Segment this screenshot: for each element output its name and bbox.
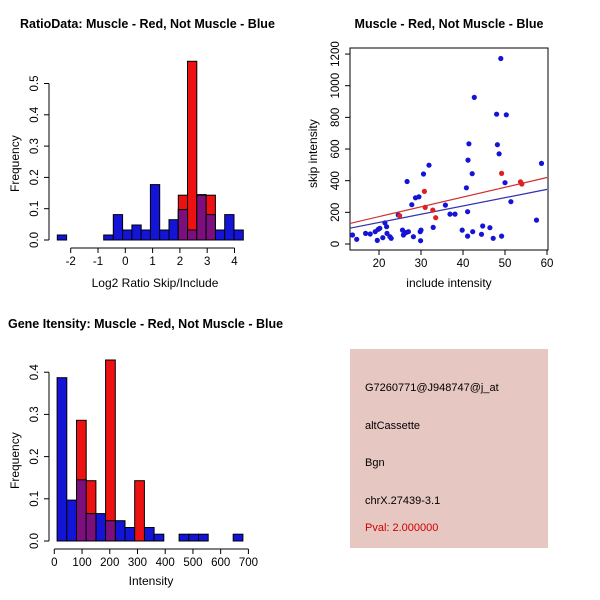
info-panel — [350, 349, 548, 548]
scatter-point-not-muscle — [502, 180, 507, 185]
scatter-point-not-muscle — [418, 238, 423, 243]
scatter-ylabel: skip intensity — [306, 119, 320, 188]
scatter-point-not-muscle — [411, 234, 416, 239]
hist-bar-not-muscle — [150, 185, 159, 240]
info-line-0: G7260771@J948747@j_at — [365, 382, 499, 394]
y-tick-label: 800 — [330, 107, 342, 127]
scatter-point-not-muscle — [470, 171, 475, 176]
x-tick-label: 4 — [231, 256, 238, 268]
hist-bar-not-muscle — [154, 534, 164, 541]
ratio-hist-ylabel: Frequency — [8, 135, 22, 192]
hist-bar-overlap — [197, 195, 206, 240]
x-tick-label: 1 — [149, 256, 156, 268]
hist-bar-not-muscle — [234, 230, 243, 240]
scatter-point-not-muscle — [384, 224, 389, 229]
y-tick-label: 0.1 — [29, 490, 41, 507]
scatter-point-not-muscle — [472, 95, 477, 100]
y-tick-label: 0.5 — [29, 75, 41, 92]
ratio-hist-xlabel: Log2 Ratio Skip/Include — [91, 276, 219, 290]
x-tick-label: 200 — [100, 557, 120, 569]
x-tick-label: 0 — [51, 557, 58, 569]
x-tick-label: 60 — [540, 258, 554, 270]
hist-bar-not-muscle — [144, 528, 154, 542]
ratio-hist-title: RatioData: Muscle - Red, Not Muscle - Blue — [20, 17, 275, 31]
scatter-point-not-muscle — [465, 234, 470, 239]
scatter-point-not-muscle — [405, 179, 410, 184]
hist-bar-not-muscle — [141, 230, 150, 240]
hist-bar-overlap — [188, 230, 197, 240]
y-tick-label: 0.2 — [29, 448, 41, 465]
scatter-point-not-muscle — [497, 151, 502, 156]
hist-bar-not-muscle — [57, 235, 66, 240]
hist-bar-not-muscle — [199, 534, 209, 541]
info-line-3: chrX.27439-3.1 — [365, 495, 441, 507]
scatter-point-not-muscle — [421, 171, 426, 176]
scatter-point-not-muscle — [431, 225, 436, 230]
gene-hist-title: Gene Itensity: Muscle - Red, Not Muscle - Blue — [8, 317, 284, 331]
hist-bar-overlap — [77, 480, 87, 541]
hist-bar-not-muscle — [215, 230, 224, 240]
x-tick-label: 40 — [456, 258, 470, 270]
scatter-point-not-muscle — [409, 202, 414, 207]
x-tick-label: 3 — [203, 256, 211, 268]
hist-bar-not-muscle — [125, 528, 135, 542]
scatter-point-not-muscle — [491, 236, 496, 241]
y-tick-label: 1000 — [330, 72, 342, 99]
scatter-point-not-muscle — [350, 232, 355, 237]
plot-box — [350, 48, 548, 250]
scatter-point-not-muscle — [480, 223, 485, 228]
x-tick-label: 50 — [498, 258, 512, 270]
info-line-1: altCassette — [365, 420, 421, 432]
x-tick-label: 2 — [176, 256, 184, 268]
hist-bar-not-muscle — [179, 534, 189, 541]
scatter-point-not-muscle — [452, 212, 457, 217]
scatter-point-not-muscle — [487, 225, 492, 230]
scatter-point-muscle — [519, 181, 524, 186]
scatter-point-not-muscle — [539, 161, 544, 166]
y-tick-label: 1200 — [330, 41, 342, 67]
y-tick-label: 0.2 — [29, 169, 41, 186]
panel-gene-hist — [29, 360, 258, 569]
y-tick-label: 0.0 — [29, 232, 41, 248]
scatter-point-not-muscle — [447, 212, 452, 217]
y-tick-label: 0.1 — [29, 200, 41, 217]
info-line-4: Pval: 2.000000 — [365, 522, 439, 534]
scatter-point-not-muscle — [470, 229, 475, 234]
scatter-point-muscle — [397, 213, 402, 218]
scatter-point-not-muscle — [460, 228, 465, 233]
scatter-point-not-muscle — [368, 231, 373, 236]
y-tick-label: 0.4 — [29, 106, 41, 123]
hist-bar-not-muscle — [67, 500, 77, 541]
hist-bar-not-muscle — [233, 534, 243, 541]
scatter-point-not-muscle — [465, 158, 470, 163]
scatter-point-muscle — [423, 205, 428, 210]
y-tick-label: 0.4 — [29, 364, 41, 381]
fit-line — [350, 189, 547, 228]
hist-bar-muscle — [188, 61, 197, 240]
fit-line — [350, 178, 547, 224]
scatter-point-muscle — [499, 171, 504, 176]
x-tick-label: -1 — [92, 256, 104, 268]
hist-bar-not-muscle — [225, 215, 234, 240]
x-tick-label: 0 — [122, 256, 129, 268]
hist-bar-muscle — [106, 360, 116, 541]
hist-bar-not-muscle — [57, 378, 67, 541]
scatter-point-not-muscle — [363, 231, 368, 236]
scatter-point-not-muscle — [389, 236, 394, 241]
x-tick-label: 20 — [372, 258, 386, 270]
x-tick-label: 600 — [211, 557, 231, 569]
x-tick-label: 700 — [238, 557, 259, 569]
hist-bar-not-muscle — [96, 514, 106, 541]
scatter-title: Muscle - Red, Not Muscle - Blue — [354, 17, 544, 31]
scatter-point-not-muscle — [479, 232, 484, 237]
scatter-point-not-muscle — [426, 163, 431, 168]
gene-hist-ylabel: Frequency — [8, 432, 22, 489]
gene-hist-xlabel: Intensity — [128, 574, 174, 588]
scatter-point-not-muscle — [464, 185, 469, 190]
scatter-point-muscle — [422, 189, 427, 194]
scatter-point-muscle — [433, 215, 438, 220]
hist-bar-not-muscle — [104, 235, 114, 240]
scatter-point-not-muscle — [508, 199, 513, 204]
y-tick-label: 200 — [330, 202, 342, 222]
scatter-point-not-muscle — [406, 229, 411, 234]
x-tick-label: 100 — [72, 557, 92, 569]
scatter-point-not-muscle — [466, 141, 471, 146]
scatter-point-muscle — [430, 208, 435, 213]
y-tick-label: 0.3 — [29, 138, 41, 155]
scatter-point-not-muscle — [354, 237, 359, 242]
panel-ratio-hist — [29, 61, 243, 268]
scatter-point-not-muscle — [416, 194, 421, 199]
scatter-point-not-muscle — [534, 218, 539, 223]
hist-bar-overlap — [106, 521, 116, 541]
scatter-point-not-muscle — [465, 209, 470, 214]
scatter-point-not-muscle — [494, 112, 499, 117]
hist-bar-not-muscle — [113, 215, 122, 240]
y-tick-label: 0 — [330, 240, 342, 248]
y-tick-label: 0.0 — [29, 533, 41, 549]
panel-scatter — [330, 41, 553, 270]
hist-bar-not-muscle — [189, 534, 199, 541]
x-tick-label: 400 — [155, 557, 175, 569]
scatter-point-not-muscle — [418, 228, 423, 233]
scatter-xlabel: include intensity — [406, 276, 492, 290]
hist-bar-not-muscle — [169, 220, 178, 240]
y-tick-label: 0.3 — [29, 406, 41, 423]
scatter-point-not-muscle — [498, 56, 503, 61]
hist-bar-not-muscle — [160, 230, 169, 240]
hist-bar-not-muscle — [123, 230, 132, 240]
x-tick-label: 300 — [127, 557, 148, 569]
hist-bar-not-muscle — [132, 225, 141, 240]
x-tick-label: 500 — [183, 557, 203, 569]
x-tick-label: 30 — [414, 258, 428, 270]
scatter-point-not-muscle — [380, 235, 385, 240]
scatter-point-not-muscle — [504, 112, 509, 117]
scatter-point-not-muscle — [499, 234, 504, 239]
scatter-point-not-muscle — [495, 142, 500, 147]
hist-bar-not-muscle — [115, 521, 125, 541]
y-tick-label: 600 — [330, 139, 342, 159]
scatter-point-not-muscle — [375, 238, 380, 243]
hist-bar-overlap — [206, 215, 215, 240]
info-line-2: Bgn — [365, 457, 385, 469]
y-tick-label: 400 — [330, 171, 342, 191]
hist-bar-overlap — [178, 210, 187, 240]
hist-bar-overlap — [86, 514, 96, 541]
x-tick-label: -2 — [65, 256, 76, 268]
scatter-point-not-muscle — [377, 226, 382, 231]
scatter-point-not-muscle — [443, 203, 448, 208]
hist-bar-muscle — [135, 481, 145, 541]
